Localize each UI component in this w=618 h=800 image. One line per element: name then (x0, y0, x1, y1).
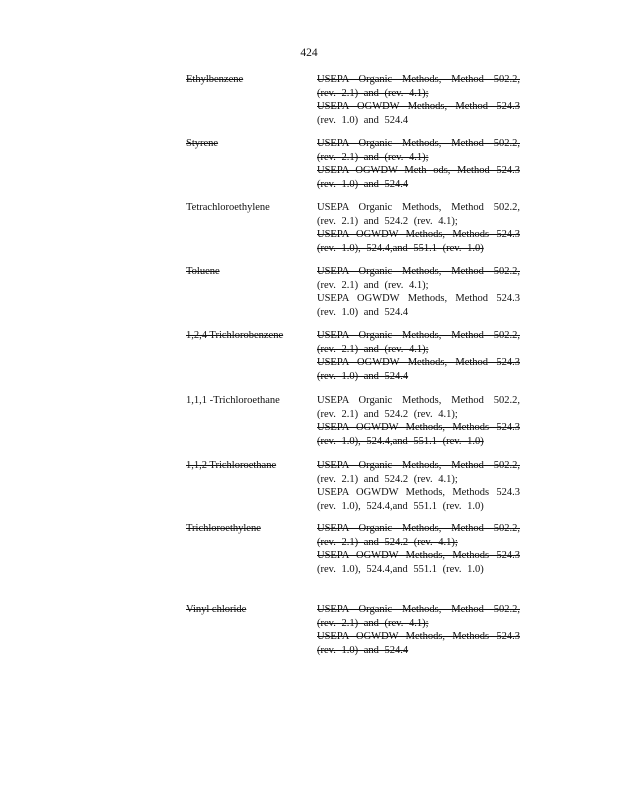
method-line: USEPA Organic Methods, Method 502.2, (317, 395, 520, 406)
method-line: USEPA OGWDW Methods, Method 524.3 (317, 101, 520, 113)
method-line: (rev. 2.1) and 524.2 (rev. 4.1); (317, 408, 458, 420)
method-line: (rev. 2.1) and (rev. 4.1); (317, 151, 429, 163)
method-line: (rev. 2.1) and (rev. 4.1); (317, 617, 429, 629)
chemical-name: Tetrachloroethylene (186, 202, 270, 213)
method-line: (rev. 1.0) and 524.4 (317, 114, 409, 126)
method-line: USEPA OGWDW Methods, Method 524.3 (317, 357, 520, 369)
method-line: (rev. 1.0), 524.4,and 551.1 (rev. 1.0) (317, 563, 484, 575)
method-line: USEPA Organic Methods, Method 502.2, (317, 460, 520, 471)
analytical-methods (317, 73, 520, 127)
method-line: USEPA Organic Methods, Method 502.2, (317, 74, 520, 85)
method-line: USEPA Organic Methods, Method 502.2, (317, 266, 520, 277)
method-line: (rev. 1.0), 524.4,and 551.1 (rev. 1.0) (317, 500, 484, 512)
chemical-name: 1,1,2 Trichloroethane (186, 460, 277, 471)
method-line: USEPA OGWDW Methods, Methods 524.3 (317, 550, 520, 562)
method-line: (rev. 2.1) and 524.2 (rev. 4.1); (317, 215, 458, 227)
analytical-methods (317, 137, 520, 191)
method-line: (rev. 2.1) and 524.2 (rev. 4.1); (317, 536, 458, 548)
method-line: USEPA Organic Methods, Method 502.2, (317, 330, 520, 341)
chemical-name: Toluene (186, 266, 220, 277)
method-line: USEPA OGWDW Methods, Methods 524.3 (317, 487, 520, 499)
method-line: USEPA OGWDW Meth ods, Method 524.3 (317, 165, 520, 177)
chemical-name: Vinyl chloride (186, 604, 247, 615)
analytical-methods (317, 201, 520, 255)
method-line: USEPA OGWDW Methods, Methods 524.3 (317, 631, 520, 643)
method-line: (rev. 2.1) and (rev. 4.1); (317, 279, 429, 291)
method-line: (rev. 2.1) and (rev. 4.1); (317, 87, 429, 99)
method-line: USEPA Organic Methods, Method 502.2, (317, 604, 520, 615)
method-line: USEPA OGWDW Methods, Method 524.3 (317, 293, 520, 305)
analytical-methods (317, 265, 520, 319)
chemical-name: 1,2,4 Trichlorobenzene (186, 330, 284, 341)
method-line: USEPA OGWDW Methods, Methods 524.3 (317, 229, 520, 241)
method-line: USEPA OGWDW Methods, Methods 524.3 (317, 422, 520, 434)
method-line: USEPA Organic Methods, Method 502.2, (317, 138, 520, 149)
method-line: USEPA Organic Methods, Method 502.2, (317, 523, 520, 534)
chemical-name: Styrene (186, 138, 219, 149)
chemical-name: Trichloroethylene (186, 523, 261, 534)
analytical-methods (317, 522, 520, 576)
analytical-methods (317, 394, 520, 448)
method-line: (rev. 2.1) and (rev. 4.1); (317, 343, 429, 355)
page-number: 424 (300, 47, 318, 59)
chemical-name: 1,1,1 -Trichloroethane (186, 395, 280, 406)
analytical-methods (317, 329, 520, 383)
method-line: USEPA Organic Methods, Method 502.2, (317, 202, 520, 213)
chemical-name: Ethylbenzene (186, 74, 244, 85)
analytical-methods (317, 459, 520, 513)
method-line: (rev. 1.0) and 524.4 (317, 178, 409, 190)
method-line: (rev. 2.1) and 524.2 (rev. 4.1); (317, 473, 458, 485)
method-line: (rev. 1.0) and 524.4 (317, 644, 409, 656)
analytical-methods (317, 603, 520, 657)
method-line: (rev. 1.0), 524.4,and 551.1 (rev. 1.0) (317, 435, 484, 447)
method-line: (rev. 1.0), 524.4,and 551.1 (rev. 1.0) (317, 242, 484, 254)
method-line: (rev. 1.0) and 524.4 (317, 306, 409, 318)
method-line: (rev. 1.0) and 524.4 (317, 370, 409, 382)
